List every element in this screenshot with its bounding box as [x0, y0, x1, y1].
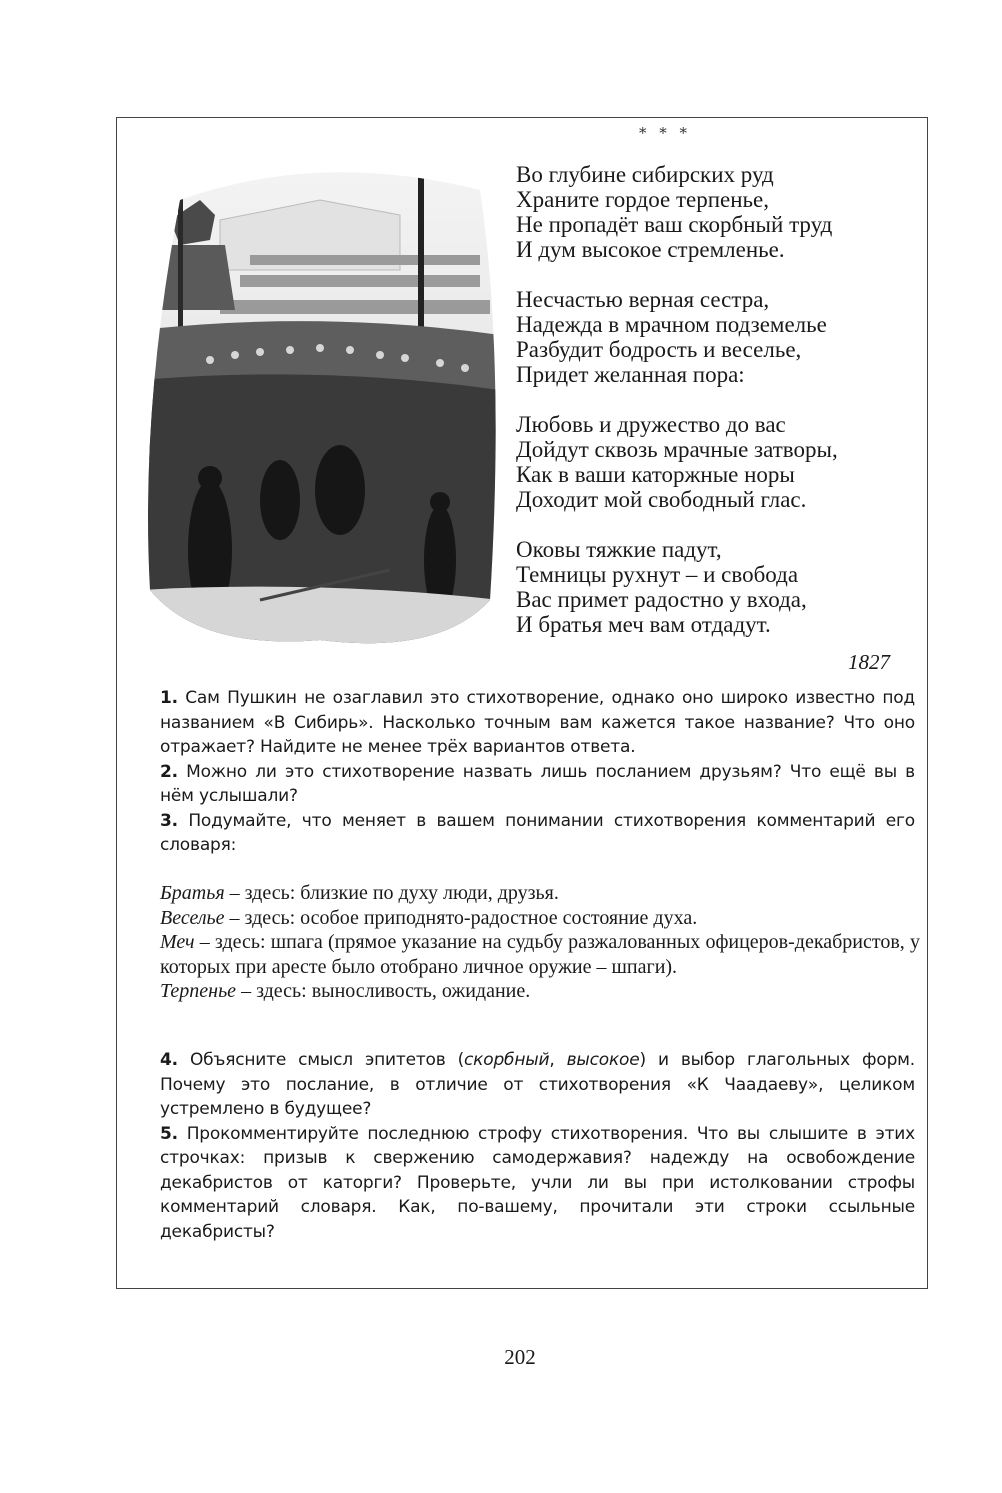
question-number: 5. — [160, 1123, 178, 1144]
question-number: 4. — [160, 1050, 178, 1070]
poem-line: Придет желанная пора: — [516, 362, 745, 387]
glossary-term: Меч — [160, 931, 195, 953]
question-text: Можно ли это стихотворение назвать лишь посланием друзьям? Что ещё вы в нём услышали? — [160, 761, 915, 806]
poem-line: Темницы рухнут – и свобода — [516, 562, 799, 587]
poem-line: И дум высокое стремленье. — [516, 237, 785, 262]
question-text: Сам Пушкин не озаглавил это стихотворение, однако оно широко известно под названием «В Сибирь». Насколько точным вам кажется такое название? Что оно отражает? Найдите не менее трёх вариантов ответа. — [160, 688, 915, 757]
poem-line: Разбудит бодрость и веселье, — [516, 337, 802, 362]
poem-year: 1827 — [848, 650, 890, 674]
poem-stanza — [516, 162, 921, 262]
question-text: Прокомментируйте последнюю строфу стихотворения. Что вы слышите в этих строчках: призыв к свержению самодержавия? надежду на освобождение декабристов от каторги? Проверьте, учли ли вы при истолковании строфы комментарий словаря. Как, по-вашему, прочитали эти строки ссыльные декабристы? — [160, 1123, 915, 1242]
glossary-entry — [160, 881, 920, 906]
poem-stanza — [516, 537, 921, 637]
question-text: Объясните смысл эпитетов ( — [189, 1050, 465, 1070]
poem-line: Доходит мой свободный глас. — [516, 487, 807, 512]
glossary-entry — [160, 979, 920, 1004]
question-text: Подумайте, что меняет в вашем понимании стихотворения комментарий его словаря: — [160, 810, 915, 855]
poem-asterisks: * * * — [638, 124, 692, 142]
glossary-entry — [160, 906, 920, 931]
poem-stanza — [516, 287, 921, 387]
question-number: 1. — [160, 688, 178, 708]
poem-line: Как в ваши каторжные норы — [516, 462, 795, 487]
poem-line: Надежда в мрачном подземелье — [516, 312, 827, 337]
poem-line: И братья меч вам отдадут. — [516, 612, 771, 637]
glossary-definition: – здесь: особое приподнято-радостное состояние духа. — [224, 906, 698, 929]
poem-line: Дойдут сквозь мрачные затворы, — [516, 437, 838, 462]
poem-line: Не пропадёт ваш скорбный труд — [516, 212, 833, 237]
question-text: ) и выбор глагольных форм. Почему это послание, в отличие от стихотворения «К Чаадаеву», целиком устремлено в будущее? — [160, 1050, 915, 1119]
question-5 — [160, 1122, 915, 1245]
glossary-entry — [160, 930, 920, 979]
poem-line: Любовь и дружество до вас — [516, 412, 786, 437]
poem-line: Вас примет радостно у входа, — [516, 587, 807, 612]
glossary-term: Веселье — [160, 906, 225, 929]
glossary-definition: – здесь: выносливость, ожидание. — [236, 980, 531, 1002]
question-text-separator: , — [549, 1050, 567, 1070]
poem-line: Оковы тяжкие падут, — [516, 537, 722, 562]
question-number: 2. — [160, 761, 178, 782]
questions-block — [160, 686, 915, 858]
senate-square-illustration — [140, 160, 500, 650]
epithet-italic: скорбный — [464, 1050, 550, 1070]
poem-line: Несчастью верная сестра, — [516, 287, 770, 312]
glossary-term: Братья — [160, 882, 225, 904]
question-2 — [160, 760, 915, 809]
question-1 — [160, 686, 915, 760]
epithet-italic: высокое — [566, 1050, 640, 1070]
poem-line: Храните гордое терпенье, — [516, 187, 769, 212]
glossary-term: Терпенье — [160, 980, 237, 1002]
poem — [516, 162, 921, 662]
question-number: 3. — [160, 810, 178, 831]
question-4 — [160, 1048, 915, 1122]
questions-block-2 — [160, 1048, 915, 1244]
poem-stanza — [516, 412, 921, 512]
poem-line: Во глубине сибирских руд — [516, 162, 774, 187]
glossary-definition: – здесь: шпага (прямое указание на судьбу разжалованных офицеров-декабристов, у которых при аресте было отобрано личное оружие – шпаги). — [160, 931, 920, 978]
question-3 — [160, 809, 915, 858]
glossary-definition: – здесь: близкие по духу люди, друзья. — [224, 882, 559, 904]
glossary — [160, 881, 920, 1004]
page-number: 202 — [504, 1345, 536, 1369]
